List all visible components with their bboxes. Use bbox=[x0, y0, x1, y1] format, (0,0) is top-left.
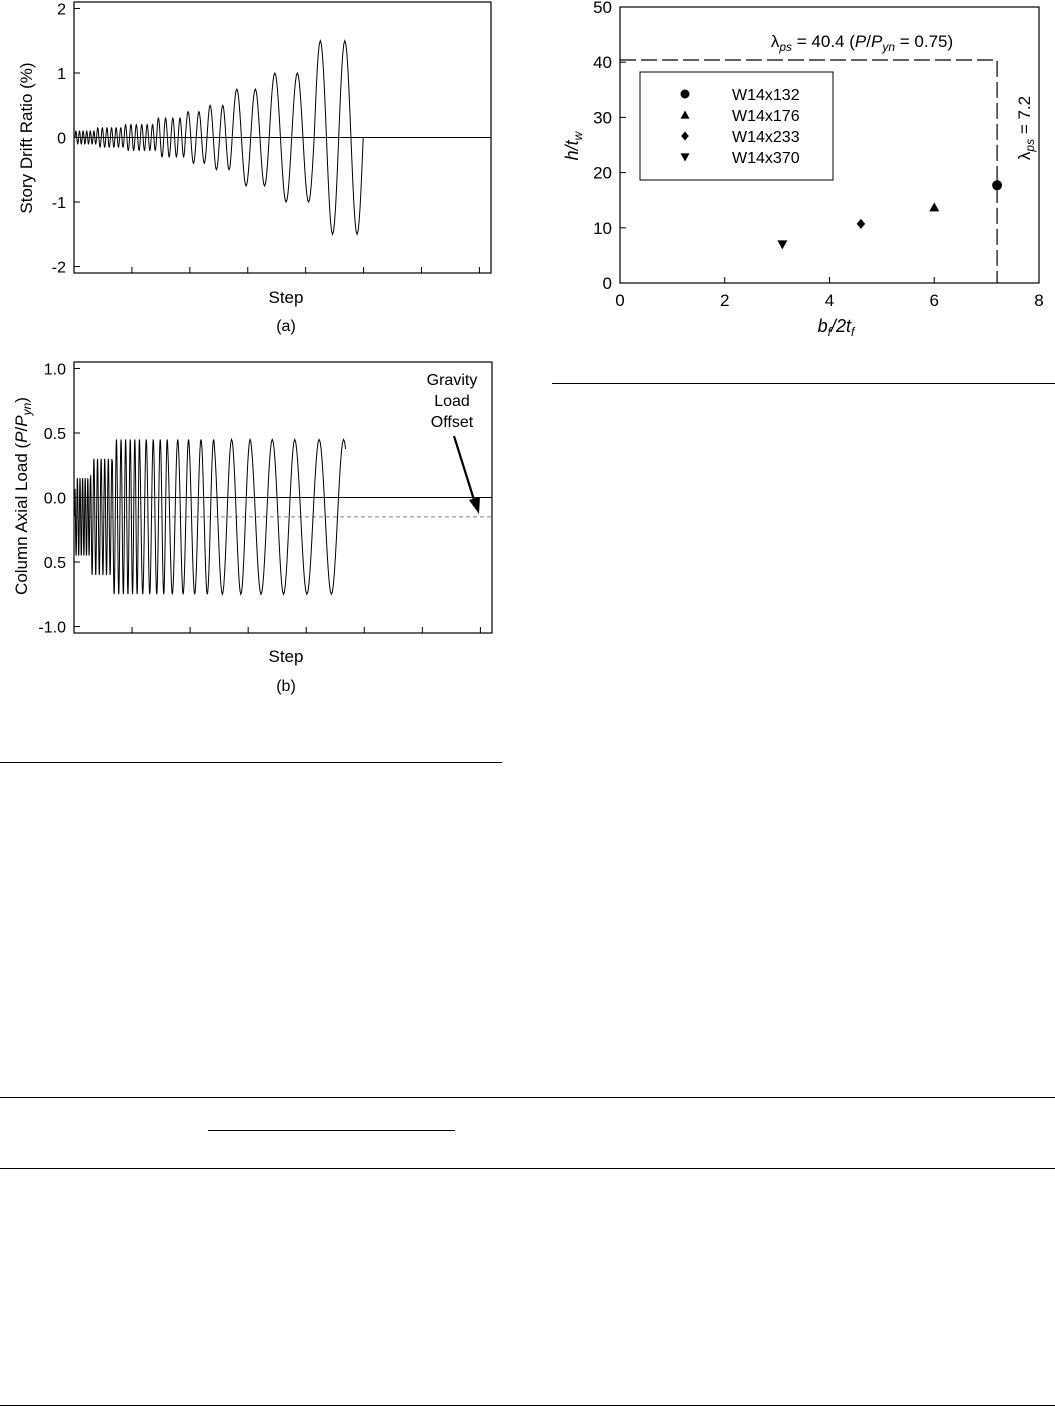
slenderness-x-tick-label: 0 bbox=[615, 291, 625, 310]
axial-load-y-tick-label: 0.0 bbox=[43, 490, 66, 508]
axial-load-y-tick-label: 0.5 bbox=[43, 425, 66, 443]
divider-left bbox=[0, 762, 502, 763]
axial-load-y-axis-label: Column Axial Load $(P/P_{yn})$ bbox=[12, 397, 34, 595]
story-drift-y-tick-label: 0 bbox=[57, 130, 66, 148]
story-drift-y-axis-label: Story Drift Ratio (%) bbox=[17, 62, 36, 214]
slenderness-x-tick-label: 4 bbox=[824, 291, 835, 310]
web-limit-label: $\lambda_{ps} = 40.4$ $(P/P_{yn} = 0.75)$ bbox=[770, 32, 954, 54]
divider-right bbox=[552, 383, 1055, 384]
gravity-annotation-line-1: Gravity bbox=[426, 372, 478, 389]
data-point-w14x370 bbox=[777, 240, 787, 249]
story-drift-y-tick-label: 2 bbox=[57, 1, 66, 19]
story-drift-panel bbox=[17, 1, 491, 335]
story-drift-y-tick-label: 1 bbox=[57, 65, 66, 83]
axial-load-x-axis-label: Step bbox=[268, 647, 304, 666]
story-drift-y-tick-label: -2 bbox=[51, 259, 66, 277]
slenderness-y-tick-label: 30 bbox=[593, 108, 612, 128]
axial-load-caption: (b) bbox=[276, 678, 296, 695]
gravity-annotation-line-2: Load bbox=[434, 393, 470, 410]
divider-full-2 bbox=[0, 1168, 1055, 1169]
legend-label: W14x176 bbox=[732, 108, 800, 125]
story-drift-y-tick-label: -1 bbox=[51, 195, 66, 213]
slenderness-y-tick-label: 10 bbox=[593, 218, 612, 238]
flange-limit-label: $\lambda_{ps} = 7.2$ bbox=[1015, 95, 1037, 161]
legend-label: W14x233 bbox=[732, 129, 800, 146]
legend-marker bbox=[681, 90, 690, 99]
axial-load-y-tick-label: 0.5 bbox=[43, 555, 66, 573]
gravity-annotation-line-3: Offset bbox=[430, 414, 474, 431]
slenderness-x-tick-label: 2 bbox=[720, 291, 730, 310]
axial-load-y-tick-label: 1.0 bbox=[43, 361, 66, 379]
slenderness-y-tick-label: 0 bbox=[602, 274, 612, 293]
legend-label: W14x132 bbox=[732, 87, 800, 104]
divider-short bbox=[208, 1130, 455, 1131]
divider-full-3 bbox=[0, 1405, 1055, 1406]
story-drift-x-axis-label: Step bbox=[268, 288, 304, 307]
slenderness-y-axis-label: $h/t_w$ bbox=[562, 131, 585, 161]
data-point-w14x176 bbox=[929, 202, 939, 211]
slenderness-y-tick-label: 20 bbox=[593, 163, 612, 183]
slenderness-y-tick-label: 50 bbox=[593, 0, 612, 17]
data-point-w14x233 bbox=[857, 219, 866, 229]
legend-label: W14x370 bbox=[732, 150, 800, 167]
story-drift-plot-area bbox=[52, 1, 491, 276]
slenderness-x-axis-label: $b_f/2t_f$ bbox=[817, 316, 855, 339]
axial-load-y-tick-label: -1.0 bbox=[38, 619, 66, 637]
slenderness-panel bbox=[562, 0, 1044, 339]
gravity-annotation-arrow bbox=[454, 436, 480, 514]
story-drift-caption: (a) bbox=[276, 318, 296, 335]
data-point-w14x132 bbox=[992, 180, 1002, 190]
slenderness-y-tick-label: 40 bbox=[593, 53, 612, 73]
slenderness-x-tick-label: 8 bbox=[1034, 291, 1044, 310]
slenderness-x-tick-label: 6 bbox=[929, 291, 939, 310]
axial-load-plot-area bbox=[38, 361, 492, 636]
axial-load-panel bbox=[12, 361, 492, 695]
divider-full-1 bbox=[0, 1097, 1055, 1098]
